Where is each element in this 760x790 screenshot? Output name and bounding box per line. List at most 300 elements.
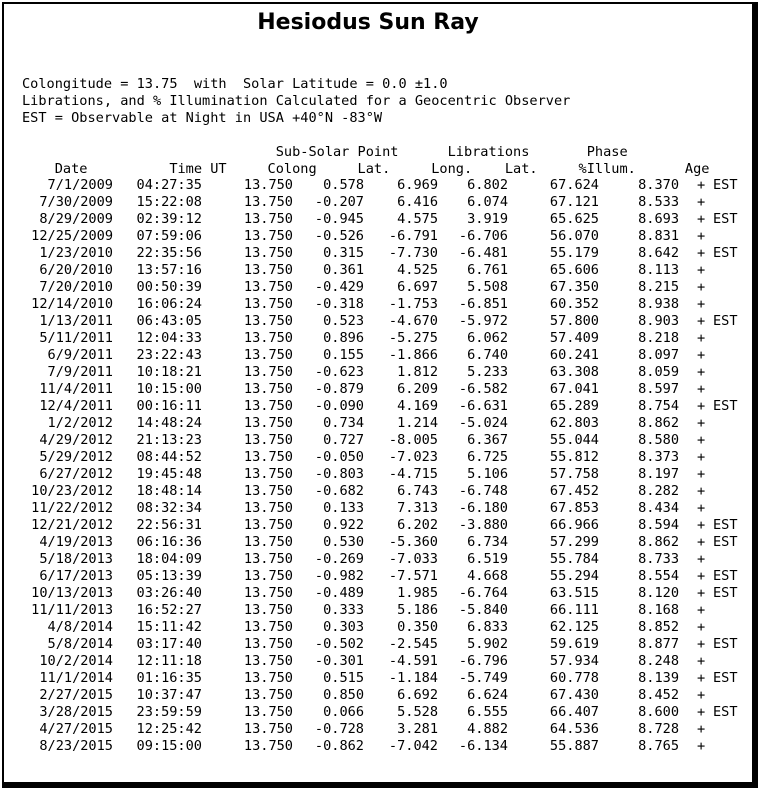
cell-est: EST: [713, 313, 738, 329]
cell-libration-long: 6.209: [397, 381, 438, 397]
cell-plus: +: [697, 670, 706, 686]
cell-colong: 13.750: [243, 381, 293, 397]
cell-libration-long: -4.715: [388, 466, 438, 482]
cell-colong: 13.750: [243, 517, 293, 533]
cell-sub-solar-lat: 0.922: [323, 517, 364, 533]
table-row: [0, 551, 740, 568]
cell-date: 10/13/2013: [31, 585, 113, 601]
cell-libration-long: -6.791: [388, 228, 438, 244]
cell-est: EST: [713, 670, 738, 686]
cell-plus: +: [697, 687, 706, 703]
cell-time-ut: 10:15:00: [136, 381, 202, 397]
cell-plus: +: [697, 194, 706, 210]
cell-colong: 13.750: [243, 364, 293, 380]
cell-colong: 13.750: [243, 194, 293, 210]
cell-date: 8/29/2009: [39, 211, 113, 227]
cell-est: EST: [713, 636, 738, 652]
cell-colong: 13.750: [243, 466, 293, 482]
cell-colong: 13.750: [243, 670, 293, 686]
cell-sub-solar-lat: 0.155: [323, 347, 364, 363]
cell-age: 8.139: [638, 670, 679, 686]
cell-libration-long: -4.591: [388, 653, 438, 669]
cell-date: 5/18/2013: [39, 551, 113, 567]
cell-time-ut: 16:06:24: [136, 296, 202, 312]
cell-est: EST: [713, 211, 738, 227]
table-row: [0, 347, 740, 364]
cell-time-ut: 19:45:48: [136, 466, 202, 482]
cell-age: 8.059: [638, 364, 679, 380]
table-row: [0, 313, 740, 330]
cell-illumination: 57.409: [549, 330, 599, 346]
cell-age: 8.215: [638, 279, 679, 295]
table-row: [0, 483, 740, 500]
cell-plus: +: [697, 602, 706, 618]
column-header: Date Time UT Colong Lat. Long. Lat. %Illum. Age: [22, 161, 710, 177]
table-row: [0, 721, 740, 738]
cell-date: 10/2/2014: [39, 653, 113, 669]
cell-date: 6/17/2013: [39, 568, 113, 584]
cell-time-ut: 13:57:16: [136, 262, 202, 278]
cell-age: 8.434: [638, 500, 679, 516]
cell-date: 10/23/2012: [31, 483, 113, 499]
cell-age: 8.862: [638, 415, 679, 431]
cell-plus: +: [697, 449, 706, 465]
cell-libration-long: -2.545: [388, 636, 438, 652]
cell-plus: +: [697, 279, 706, 295]
cell-colong: 13.750: [243, 313, 293, 329]
cell-age: 8.877: [638, 636, 679, 652]
cell-age: 8.248: [638, 653, 679, 669]
cell-sub-solar-lat: -0.207: [314, 194, 364, 210]
cell-illumination: 67.853: [549, 500, 599, 516]
cell-sub-solar-lat: -0.318: [314, 296, 364, 312]
cell-libration-lat: 5.106: [467, 466, 508, 482]
cell-age: 8.282: [638, 483, 679, 499]
cell-date: 2/27/2015: [39, 687, 113, 703]
table-row: [0, 177, 740, 194]
cell-colong: 13.750: [243, 704, 293, 720]
cell-sub-solar-lat: 0.133: [323, 500, 364, 516]
cell-age: 8.218: [638, 330, 679, 346]
cell-libration-long: -1.866: [388, 347, 438, 363]
cell-time-ut: 12:04:33: [136, 330, 202, 346]
cell-time-ut: 22:35:56: [136, 245, 202, 261]
cell-age: 8.597: [638, 381, 679, 397]
cell-plus: +: [697, 262, 706, 278]
cell-plus: +: [697, 211, 706, 227]
table-row: [0, 500, 740, 517]
cell-plus: +: [697, 738, 706, 754]
cell-time-ut: 04:27:35: [136, 177, 202, 193]
cell-illumination: 67.430: [549, 687, 599, 703]
cell-sub-solar-lat: -0.945: [314, 211, 364, 227]
cell-illumination: 67.624: [549, 177, 599, 193]
cell-libration-long: -5.275: [388, 330, 438, 346]
cell-est: EST: [713, 704, 738, 720]
cell-age: 8.728: [638, 721, 679, 737]
cell-time-ut: 23:22:43: [136, 347, 202, 363]
cell-colong: 13.750: [243, 619, 293, 635]
cell-sub-solar-lat: 0.896: [323, 330, 364, 346]
cell-date: 5/8/2014: [47, 636, 113, 652]
cell-plus: +: [697, 619, 706, 635]
frame-shadow-bottom: [2, 783, 758, 788]
cell-libration-long: 6.692: [397, 687, 438, 703]
cell-colong: 13.750: [243, 585, 293, 601]
cell-est: EST: [713, 398, 738, 414]
table-row: [0, 449, 740, 466]
table-row: [0, 398, 740, 415]
cell-est: EST: [713, 585, 738, 601]
cell-date: 4/19/2013: [39, 534, 113, 550]
cell-libration-lat: -6.851: [458, 296, 508, 312]
cell-colong: 13.750: [243, 262, 293, 278]
cell-plus: +: [697, 500, 706, 516]
cell-libration-long: -4.670: [388, 313, 438, 329]
cell-time-ut: 08:44:52: [136, 449, 202, 465]
cell-libration-long: 6.697: [397, 279, 438, 295]
cell-sub-solar-lat: 0.315: [323, 245, 364, 261]
cell-libration-lat: 6.802: [467, 177, 508, 193]
cell-sub-solar-lat: 0.578: [323, 177, 364, 193]
cell-illumination: 66.966: [549, 517, 599, 533]
table-row: [0, 279, 740, 296]
cell-date: 11/4/2011: [39, 381, 113, 397]
cell-illumination: 65.289: [549, 398, 599, 414]
cell-libration-long: 4.575: [397, 211, 438, 227]
cell-plus: +: [697, 585, 706, 601]
cell-libration-lat: -6.706: [458, 228, 508, 244]
cell-plus: +: [697, 568, 706, 584]
cell-libration-long: 4.169: [397, 398, 438, 414]
cell-plus: +: [697, 364, 706, 380]
cell-illumination: 55.294: [549, 568, 599, 584]
cell-date: 7/9/2011: [47, 364, 113, 380]
cell-colong: 13.750: [243, 602, 293, 618]
table-row: [0, 568, 740, 585]
cell-libration-lat: -6.764: [458, 585, 508, 601]
cell-libration-lat: 6.555: [467, 704, 508, 720]
cell-illumination: 62.803: [549, 415, 599, 431]
cell-libration-long: -7.730: [388, 245, 438, 261]
cell-age: 8.938: [638, 296, 679, 312]
cell-illumination: 66.407: [549, 704, 599, 720]
cell-libration-long: -7.033: [388, 551, 438, 567]
cell-libration-lat: -5.749: [458, 670, 508, 686]
cell-date: 12/4/2011: [39, 398, 113, 414]
cell-age: 8.765: [638, 738, 679, 754]
cell-illumination: 63.308: [549, 364, 599, 380]
cell-colong: 13.750: [243, 500, 293, 516]
table-row: [0, 585, 740, 602]
table-row: [0, 296, 740, 313]
cell-plus: +: [697, 313, 706, 329]
cell-time-ut: 22:56:31: [136, 517, 202, 533]
cell-libration-long: -7.571: [388, 568, 438, 584]
cell-sub-solar-lat: -0.050: [314, 449, 364, 465]
cell-illumination: 55.784: [549, 551, 599, 567]
cell-age: 8.862: [638, 534, 679, 550]
cell-sub-solar-lat: 0.303: [323, 619, 364, 635]
cell-colong: 13.750: [243, 330, 293, 346]
cell-date: 5/11/2011: [39, 330, 113, 346]
cell-illumination: 64.536: [549, 721, 599, 737]
cell-libration-long: -1.753: [388, 296, 438, 312]
cell-libration-long: 3.281: [397, 721, 438, 737]
cell-sub-solar-lat: 0.066: [323, 704, 364, 720]
cell-libration-long: 1.214: [397, 415, 438, 431]
cell-illumination: 56.070: [549, 228, 599, 244]
cell-time-ut: 09:15:00: [136, 738, 202, 754]
cell-libration-lat: 6.074: [467, 194, 508, 210]
cell-time-ut: 16:52:27: [136, 602, 202, 618]
cell-libration-lat: -6.180: [458, 500, 508, 516]
cell-libration-lat: 6.367: [467, 432, 508, 448]
cell-date: 1/13/2011: [39, 313, 113, 329]
cell-sub-solar-lat: 0.727: [323, 432, 364, 448]
cell-sub-solar-lat: 0.333: [323, 602, 364, 618]
table-row: [0, 670, 740, 687]
table-row: [0, 194, 740, 211]
cell-libration-lat: -6.582: [458, 381, 508, 397]
cell-libration-lat: -5.972: [458, 313, 508, 329]
table-row: [0, 228, 740, 245]
cell-plus: +: [697, 653, 706, 669]
cell-sub-solar-lat: 0.734: [323, 415, 364, 431]
cell-libration-long: 6.969: [397, 177, 438, 193]
cell-sub-solar-lat: -0.623: [314, 364, 364, 380]
cell-plus: +: [697, 466, 706, 482]
cell-time-ut: 10:18:21: [136, 364, 202, 380]
cell-illumination: 65.606: [549, 262, 599, 278]
cell-date: 1/2/2012: [47, 415, 113, 431]
table-row: [0, 262, 740, 279]
cell-illumination: 63.515: [549, 585, 599, 601]
cell-sub-solar-lat: -0.982: [314, 568, 364, 584]
cell-sub-solar-lat: -0.682: [314, 483, 364, 499]
cell-age: 8.168: [638, 602, 679, 618]
table-row: [0, 245, 740, 262]
cell-illumination: 67.121: [549, 194, 599, 210]
cell-libration-long: -1.184: [388, 670, 438, 686]
cell-date: 12/21/2012: [31, 517, 113, 533]
cell-age: 8.903: [638, 313, 679, 329]
cell-age: 8.594: [638, 517, 679, 533]
cell-age: 8.693: [638, 211, 679, 227]
cell-age: 8.197: [638, 466, 679, 482]
cell-sub-solar-lat: -0.429: [314, 279, 364, 295]
cell-libration-lat: 6.062: [467, 330, 508, 346]
cell-time-ut: 10:37:47: [136, 687, 202, 703]
cell-date: 4/27/2015: [39, 721, 113, 737]
cell-est: EST: [713, 177, 738, 193]
cell-libration-lat: 6.725: [467, 449, 508, 465]
cell-colong: 13.750: [243, 653, 293, 669]
cell-libration-long: 6.743: [397, 483, 438, 499]
cell-libration-lat: 6.833: [467, 619, 508, 635]
cell-colong: 13.750: [243, 228, 293, 244]
cell-age: 8.113: [638, 262, 679, 278]
cell-libration-long: -7.023: [388, 449, 438, 465]
cell-sub-solar-lat: -0.269: [314, 551, 364, 567]
cell-libration-lat: 5.902: [467, 636, 508, 652]
cell-time-ut: 06:16:36: [136, 534, 202, 550]
cell-time-ut: 14:48:24: [136, 415, 202, 431]
cell-plus: +: [697, 534, 706, 550]
cell-time-ut: 08:32:34: [136, 500, 202, 516]
cell-colong: 13.750: [243, 483, 293, 499]
cell-age: 8.642: [638, 245, 679, 261]
cell-libration-long: -7.042: [388, 738, 438, 754]
cell-illumination: 57.934: [549, 653, 599, 669]
cell-age: 8.120: [638, 585, 679, 601]
cell-sub-solar-lat: -0.879: [314, 381, 364, 397]
cell-colong: 13.750: [243, 551, 293, 567]
cell-illumination: 62.125: [549, 619, 599, 635]
cell-date: 6/9/2011: [47, 347, 113, 363]
cell-time-ut: 12:25:42: [136, 721, 202, 737]
table-row: [0, 653, 740, 670]
cell-libration-lat: -6.748: [458, 483, 508, 499]
cell-time-ut: 12:11:18: [136, 653, 202, 669]
cell-date: 11/1/2014: [39, 670, 113, 686]
cell-time-ut: 07:59:06: [136, 228, 202, 244]
cell-est: EST: [713, 534, 738, 550]
cell-plus: +: [697, 347, 706, 363]
cell-libration-lat: 5.508: [467, 279, 508, 295]
cell-colong: 13.750: [243, 279, 293, 295]
cell-libration-long: 6.202: [397, 517, 438, 533]
cell-illumination: 66.111: [549, 602, 599, 618]
cell-illumination: 55.179: [549, 245, 599, 261]
cell-libration-lat: 6.740: [467, 347, 508, 363]
cell-age: 8.533: [638, 194, 679, 210]
cell-est: EST: [713, 245, 738, 261]
column-group-header: Sub-Solar Point Librations Phase: [22, 144, 628, 160]
table-row: [0, 517, 740, 534]
cell-illumination: 59.619: [549, 636, 599, 652]
header-block: [22, 76, 570, 127]
cell-libration-lat: -5.840: [458, 602, 508, 618]
cell-age: 8.554: [638, 568, 679, 584]
cell-date: 11/11/2013: [31, 602, 113, 618]
table-row: [0, 636, 740, 653]
cell-illumination: 55.812: [549, 449, 599, 465]
cell-colong: 13.750: [243, 432, 293, 448]
cell-time-ut: 03:26:40: [136, 585, 202, 601]
table-row: [0, 415, 740, 432]
cell-date: 4/29/2012: [39, 432, 113, 448]
cell-sub-solar-lat: 0.361: [323, 262, 364, 278]
cell-libration-long: 5.186: [397, 602, 438, 618]
cell-illumination: 57.758: [549, 466, 599, 482]
cell-colong: 13.750: [243, 687, 293, 703]
table-row: [0, 704, 740, 721]
cell-plus: +: [697, 381, 706, 397]
table-row: [0, 602, 740, 619]
table-row: [0, 466, 740, 483]
cell-date: 5/29/2012: [39, 449, 113, 465]
cell-libration-long: 0.350: [397, 619, 438, 635]
cell-date: 7/20/2010: [39, 279, 113, 295]
cell-libration-lat: -6.134: [458, 738, 508, 754]
cell-libration-lat: 6.519: [467, 551, 508, 567]
table-row: [0, 738, 740, 755]
cell-illumination: 57.299: [549, 534, 599, 550]
cell-colong: 13.750: [243, 568, 293, 584]
page-title: Hesiodus Sun Ray: [257, 10, 479, 35]
cell-plus: +: [697, 432, 706, 448]
table-row: [0, 619, 740, 636]
cell-illumination: 67.350: [549, 279, 599, 295]
cell-sub-solar-lat: -0.526: [314, 228, 364, 244]
cell-time-ut: 01:16:35: [136, 670, 202, 686]
cell-colong: 13.750: [243, 398, 293, 414]
cell-libration-lat: 6.761: [467, 262, 508, 278]
cell-date: 7/1/2009: [47, 177, 113, 193]
cell-colong: 13.750: [243, 245, 293, 261]
cell-sub-solar-lat: -0.803: [314, 466, 364, 482]
cell-sub-solar-lat: 0.530: [323, 534, 364, 550]
cell-age: 8.852: [638, 619, 679, 635]
cell-plus: +: [697, 245, 706, 261]
cell-time-ut: 06:43:05: [136, 313, 202, 329]
cell-illumination: 57.800: [549, 313, 599, 329]
table-row: [0, 534, 740, 551]
table-row: [0, 432, 740, 449]
cell-sub-solar-lat: 0.850: [323, 687, 364, 703]
cell-colong: 13.750: [243, 636, 293, 652]
cell-libration-lat: -3.880: [458, 517, 508, 533]
cell-time-ut: 00:16:11: [136, 398, 202, 414]
cell-plus: +: [697, 177, 706, 193]
cell-illumination: 65.625: [549, 211, 599, 227]
cell-age: 8.097: [638, 347, 679, 363]
cell-age: 8.580: [638, 432, 679, 448]
cell-libration-long: 4.525: [397, 262, 438, 278]
cell-date: 6/20/2010: [39, 262, 113, 278]
cell-illumination: 60.352: [549, 296, 599, 312]
cell-libration-lat: 4.668: [467, 568, 508, 584]
cell-plus: +: [697, 551, 706, 567]
cell-libration-lat: 6.734: [467, 534, 508, 550]
cell-illumination: 60.778: [549, 670, 599, 686]
cell-plus: +: [697, 228, 706, 244]
cell-libration-long: 6.416: [397, 194, 438, 210]
cell-time-ut: 15:11:42: [136, 619, 202, 635]
cell-plus: +: [697, 636, 706, 652]
cell-date: 8/23/2015: [39, 738, 113, 754]
cell-illumination: 60.241: [549, 347, 599, 363]
cell-plus: +: [697, 330, 706, 346]
cell-time-ut: 21:13:23: [136, 432, 202, 448]
cell-sub-solar-lat: 0.515: [323, 670, 364, 686]
cell-date: 1/23/2010: [39, 245, 113, 261]
cell-age: 8.600: [638, 704, 679, 720]
cell-date: 12/14/2010: [31, 296, 113, 312]
cell-date: 6/27/2012: [39, 466, 113, 482]
cell-plus: +: [697, 721, 706, 737]
cell-time-ut: 18:48:14: [136, 483, 202, 499]
cell-colong: 13.750: [243, 211, 293, 227]
cell-age: 8.754: [638, 398, 679, 414]
cell-libration-long: -5.360: [388, 534, 438, 550]
cell-sub-solar-lat: -0.728: [314, 721, 364, 737]
cell-plus: +: [697, 704, 706, 720]
cell-age: 8.373: [638, 449, 679, 465]
cell-libration-long: 7.313: [397, 500, 438, 516]
cell-date: 3/28/2015: [39, 704, 113, 720]
